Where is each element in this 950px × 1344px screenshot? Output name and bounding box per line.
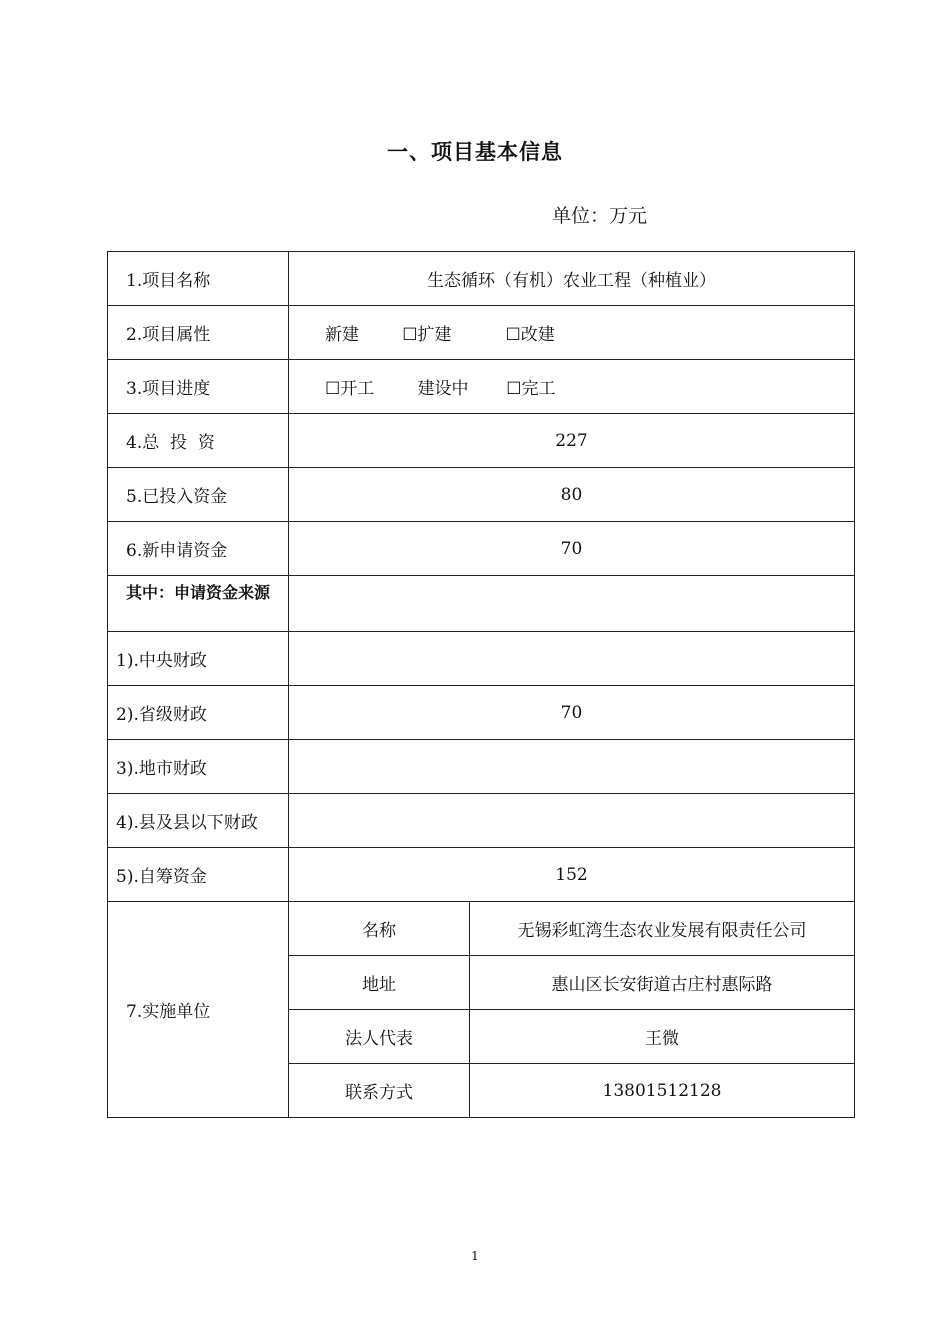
project-attr-options: 新建 ☐扩建 ☐改建 (289, 306, 855, 360)
table-row (108, 740, 855, 794)
provincial-finance-value: 70 (289, 686, 855, 740)
project-attr-label: 2.项目属性 (108, 306, 289, 360)
new-apply-funds-value: 70 (289, 522, 855, 576)
implementer-legal-rep-key: 法人代表 (289, 1010, 470, 1064)
implementer-legal-rep-value: 王微 (470, 1010, 855, 1064)
city-finance-label: 3).地市财政 (108, 740, 289, 794)
fund-source-heading: 其中：申请资金来源 (108, 576, 289, 632)
central-finance-label: 1).中央财政 (108, 632, 289, 686)
implementer-address-key: 地址 (289, 956, 470, 1010)
total-investment-label: 4.总 投 资 (108, 414, 289, 468)
table-row (108, 848, 855, 902)
page-title: 一、项目基本信息 (387, 140, 563, 164)
table-row (108, 576, 855, 632)
table-row (108, 252, 855, 306)
invested-funds-label: 5.已投入资金 (108, 468, 289, 522)
project-info-table (107, 251, 855, 1118)
table-row (108, 794, 855, 848)
table-row (108, 632, 855, 686)
fund-source-value (289, 576, 855, 632)
implementer-contact-value: 13801512128 (470, 1064, 855, 1118)
new-apply-funds-label: 6.新申请资金 (108, 522, 289, 576)
city-finance-value (289, 740, 855, 794)
table-row (108, 902, 855, 956)
table-row (108, 414, 855, 468)
unit-label: 单位：万元 (552, 205, 648, 227)
county-finance-value (289, 794, 855, 848)
central-finance-value (289, 632, 855, 686)
project-name-value: 生态循环（有机）农业工程（种植业） (289, 252, 855, 306)
table-row (108, 468, 855, 522)
implementer-address-value: 惠山区长安街道古庄村惠际路 (470, 956, 855, 1010)
project-progress-label: 3.项目进度 (108, 360, 289, 414)
self-raised-funds-value: 152 (289, 848, 855, 902)
implementer-name-key: 名称 (289, 902, 470, 956)
implementer-name-value: 无锡彩虹湾生态农业发展有限责任公司 (470, 902, 855, 956)
page-number: 1 (471, 1249, 479, 1263)
table-row (108, 522, 855, 576)
self-raised-funds-label: 5).自筹资金 (108, 848, 289, 902)
project-progress-options: ☐开工 建设中 ☐完工 (289, 360, 855, 414)
table-row (108, 686, 855, 740)
total-investment-value: 227 (289, 414, 855, 468)
county-finance-label: 4).县及县以下财政 (108, 794, 289, 848)
invested-funds-value: 80 (289, 468, 855, 522)
project-name-label: 1.项目名称 (108, 252, 289, 306)
implementer-contact-key: 联系方式 (289, 1064, 470, 1118)
table-row (108, 360, 855, 414)
provincial-finance-label: 2).省级财政 (108, 686, 289, 740)
implementer-label: 7.实施单位 (108, 902, 289, 1118)
table-row (108, 306, 855, 360)
